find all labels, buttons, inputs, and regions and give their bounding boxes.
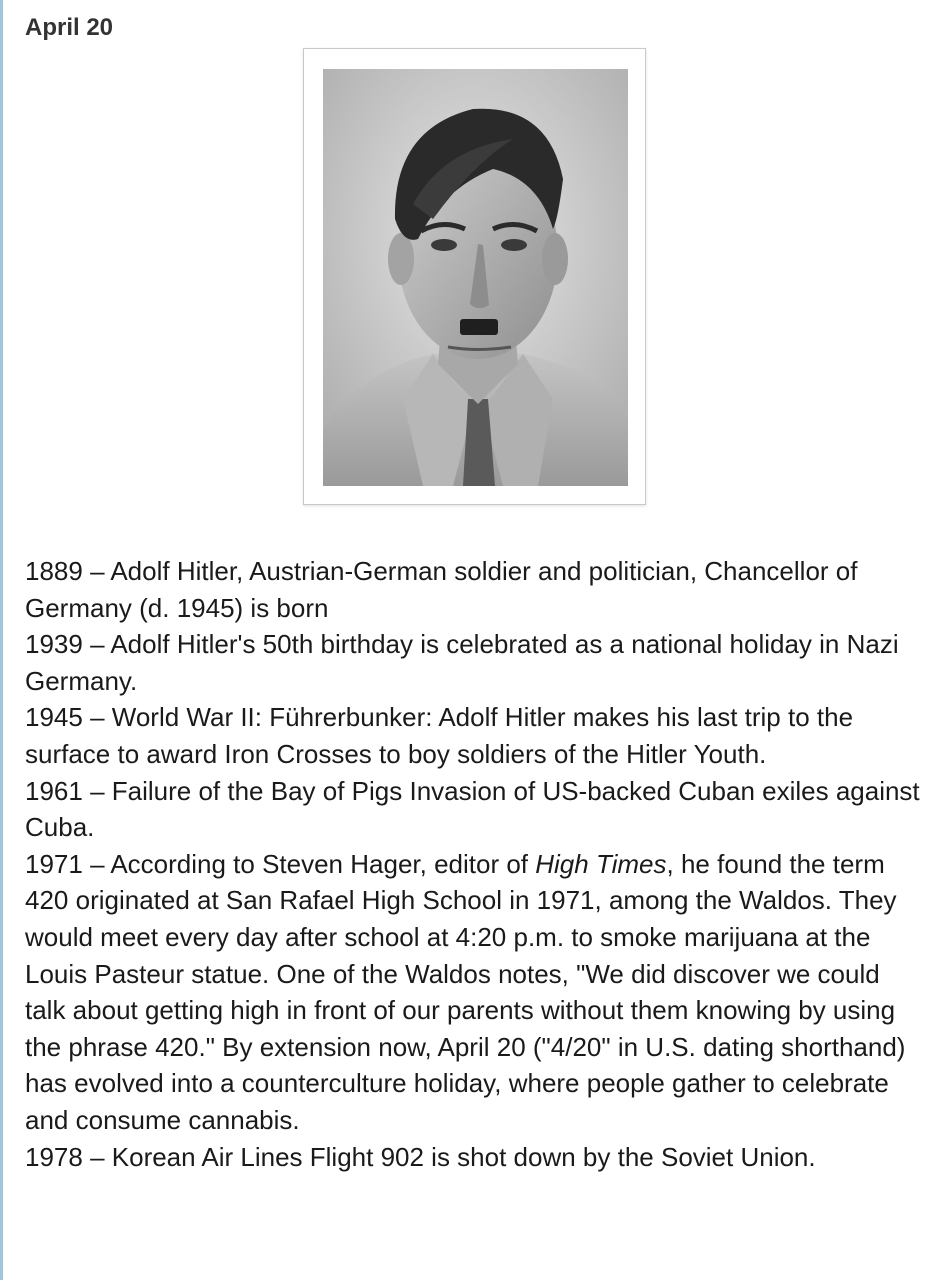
event-dash: – [82, 1141, 112, 1172]
event-text: According to Steven Hager, editor of [110, 848, 536, 879]
event-year: 1961 [25, 775, 83, 806]
date-heading: April 20 [25, 14, 114, 41]
event-dash: – [82, 775, 112, 806]
event-year: 1889 [25, 556, 83, 586]
event-item [25, 699, 925, 772]
event-item [25, 626, 925, 699]
event-dash: – [82, 556, 111, 586]
portrait-photo [323, 69, 628, 486]
publication-title: High Times [535, 848, 667, 879]
left-border-rule [0, 0, 3, 1280]
events-list [25, 553, 925, 1175]
event-year: 1939 [25, 629, 83, 660]
event-text: Korean Air Lines Flight 902 is shot down by the Soviet Union. [111, 1141, 816, 1172]
event-text: World War II: Führerbunker: Adolf Hitler makes his last trip to the surface to award Iron Crosses to boy soldiers of the Hitler Youth. [25, 702, 854, 769]
event-text-continued: , he found the term 420 originated at San Rafael High School in 1971, among the Waldos. They would meet every day after school at 4:20 p.m. to smoke marijuana at the Louis Pasteur statue. One of the Waldos notes, "We did discover we could talk about getting high in front of our parents without them knowing by using the phrase 420." By extension now, April 20 ("4/20" in U.S. dating shorthand) has evolved into a counterculture holiday, where people gather to celebrate and consume cannabis. [25, 848, 906, 1135]
event-dash: – [82, 848, 111, 879]
event-dash: – [82, 702, 112, 733]
event-item [25, 846, 925, 1139]
event-item [25, 1139, 925, 1176]
photo-frame [303, 48, 646, 505]
event-text: Adolf Hitler, Austrian-German soldier and politician, Chancellor of Germany (d. 1945) is born [25, 556, 858, 623]
event-text: Failure of the Bay of Pigs Invasion of US-backed Cuban exiles against Cuba. [25, 775, 920, 843]
event-text: Adolf Hitler's 50th birthday is celebrated as a national holiday in Nazi Germany. [25, 629, 899, 696]
event-year: 1945 [25, 702, 83, 733]
event-year: 1971 [25, 848, 83, 879]
event-dash: – [82, 629, 111, 660]
event-year: 1978 [25, 1141, 83, 1172]
event-item [25, 553, 925, 626]
event-item [25, 773, 925, 846]
